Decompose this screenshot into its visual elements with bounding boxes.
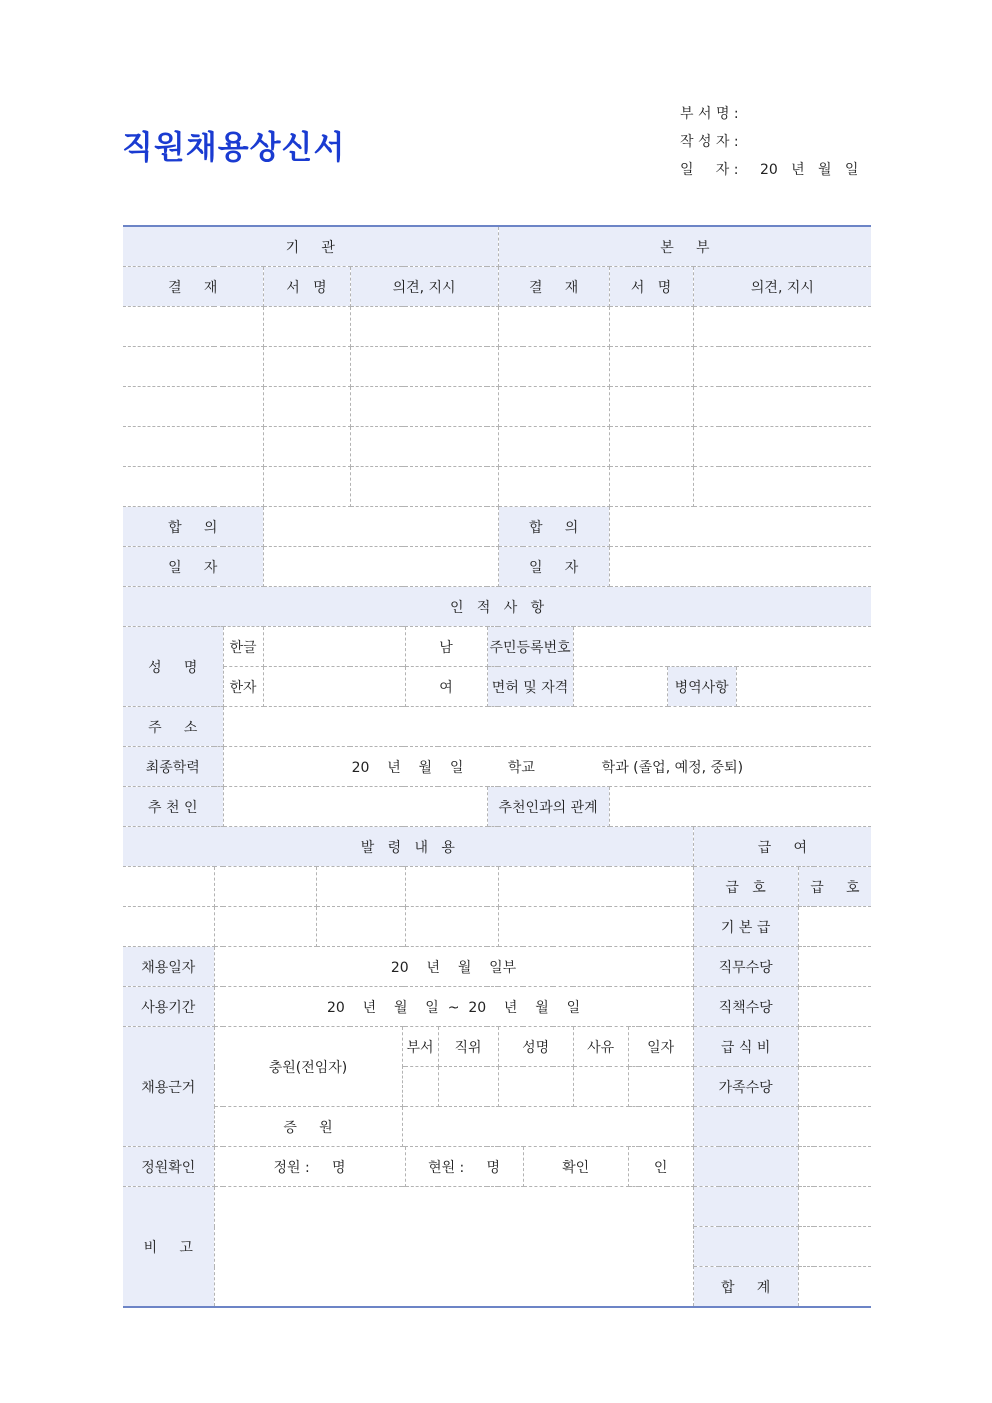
address-label: 주 소	[123, 707, 223, 747]
relation-field[interactable]	[609, 787, 871, 827]
document-meta	[680, 100, 858, 184]
reason-field[interactable]	[573, 1067, 628, 1107]
period-field[interactable]: 20 년 월 일 ~ 20 년 월 일	[214, 987, 693, 1027]
col-name: 성명	[498, 1027, 573, 1067]
cell[interactable]	[350, 347, 498, 387]
salary-blank-label	[693, 1187, 798, 1227]
remarks-field[interactable]	[214, 1187, 693, 1308]
cell[interactable]	[316, 907, 405, 947]
total-field[interactable]	[798, 1267, 871, 1308]
rrn-field[interactable]	[573, 627, 871, 667]
duty-allowance-field[interactable]	[798, 947, 871, 987]
hire-date-field[interactable]: 20 년 월 일부	[214, 947, 693, 987]
salary-blank-label	[693, 1107, 798, 1147]
approval-row	[123, 307, 871, 347]
license-field[interactable]	[573, 667, 667, 707]
cell[interactable]	[263, 307, 350, 347]
hanja-label: 한자	[223, 667, 263, 707]
hq-date-label: 일 자	[498, 547, 609, 587]
date-field[interactable]	[628, 1067, 693, 1107]
personal-section-title: 인 적 사 항	[123, 587, 871, 627]
hq-consult-label: 합 의	[498, 507, 609, 547]
col-dept: 부서	[402, 1027, 438, 1067]
approval-row	[123, 467, 871, 507]
recommender-field[interactable]	[223, 787, 487, 827]
agency-date-label: 일 자	[123, 547, 263, 587]
period-label: 사용기간	[123, 987, 214, 1027]
cell[interactable]	[498, 347, 609, 387]
agency-sign-col: 서 명	[263, 267, 350, 307]
military-field[interactable]	[736, 667, 871, 707]
hq-date-field[interactable]	[609, 547, 871, 587]
cell[interactable]	[609, 427, 693, 467]
cell[interactable]	[350, 467, 498, 507]
dept-field[interactable]	[402, 1067, 438, 1107]
salary-blank-label	[693, 1227, 798, 1267]
total-label: 합 계	[693, 1267, 798, 1308]
position-field[interactable]	[438, 1067, 498, 1107]
name-field[interactable]	[498, 1067, 573, 1107]
agency-consult-label: 합 의	[123, 507, 263, 547]
cell[interactable]	[609, 467, 693, 507]
agency-approve-col: 결 재	[123, 267, 263, 307]
quota-label: 정원확인	[123, 1147, 214, 1187]
cell[interactable]	[498, 867, 693, 907]
salary-blank-field[interactable]	[798, 1107, 871, 1147]
recommender-label: 추 천 인	[123, 787, 223, 827]
cell[interactable]	[498, 467, 609, 507]
education-label: 최종학력	[123, 747, 223, 787]
cell[interactable]	[123, 467, 263, 507]
salary-blank-field[interactable]	[798, 1227, 871, 1267]
cell[interactable]	[498, 307, 609, 347]
cell[interactable]	[609, 387, 693, 427]
date-value: 20 년 월 일	[760, 162, 859, 178]
cell[interactable]	[263, 387, 350, 427]
base-pay-label: 기 본 급	[693, 907, 798, 947]
agency-date-field[interactable]	[263, 547, 498, 587]
base-pay-field[interactable]	[798, 907, 871, 947]
basis-label: 채용근거	[123, 1027, 214, 1147]
cell[interactable]	[609, 347, 693, 387]
meal-allowance-label: 급 식 비	[693, 1027, 798, 1067]
author-row	[680, 128, 858, 156]
agency-consult-field[interactable]	[263, 507, 498, 547]
cell[interactable]	[316, 867, 405, 907]
current-field[interactable]: 현원 : 명	[405, 1147, 523, 1187]
cell[interactable]	[214, 867, 316, 907]
duty-allowance-label: 직무수당	[693, 947, 798, 987]
education-field[interactable]: 20 년 월 일 학교 학과 (졸업, 예정, 중퇴)	[223, 747, 871, 787]
position-allowance-label: 직책수당	[693, 987, 798, 1027]
agency-header: 기 관	[123, 226, 498, 267]
increase-field[interactable]	[402, 1107, 693, 1147]
col-position: 직위	[438, 1027, 498, 1067]
salary-blank-label	[693, 1147, 798, 1187]
grade-header: 급 호	[798, 867, 871, 907]
cell[interactable]	[405, 867, 498, 907]
increase-label: 증 원	[214, 1107, 402, 1147]
salary-blank-field[interactable]	[798, 1187, 871, 1227]
cell[interactable]	[693, 467, 871, 507]
position-allowance-field[interactable]	[798, 987, 871, 1027]
female-option[interactable]: 여	[405, 667, 487, 707]
relation-label: 추천인과의 관계	[487, 787, 609, 827]
approval-row	[123, 427, 871, 467]
cell[interactable]	[123, 427, 263, 467]
cell[interactable]	[263, 467, 350, 507]
author-label: 작 성 자 :	[680, 134, 739, 150]
cell[interactable]	[498, 907, 693, 947]
military-label: 병역사항	[667, 667, 736, 707]
agency-opinion-col: 의견, 지시	[350, 267, 498, 307]
cell[interactable]	[123, 347, 263, 387]
cell[interactable]	[609, 307, 693, 347]
confirm-label: 확인	[523, 1147, 628, 1187]
cell[interactable]	[123, 387, 263, 427]
remarks-label: 비 고	[123, 1187, 214, 1308]
seal-mark: 인	[628, 1147, 693, 1187]
cell[interactable]	[263, 427, 350, 467]
cell[interactable]	[498, 387, 609, 427]
cell[interactable]	[350, 387, 498, 427]
hanja-name-field[interactable]	[263, 667, 405, 707]
replacement-label: 충원(전임자)	[214, 1027, 402, 1107]
salary-section-title: 급 여	[693, 827, 871, 867]
meal-allowance-field[interactable]	[798, 1027, 871, 1067]
date-row	[680, 156, 858, 184]
cell[interactable]	[123, 867, 214, 907]
address-field[interactable]	[223, 707, 871, 747]
hiring-form-table	[123, 225, 871, 1308]
cell[interactable]	[263, 347, 350, 387]
cell[interactable]	[693, 387, 871, 427]
cell[interactable]	[693, 347, 871, 387]
quota-field[interactable]: 정원 : 명	[214, 1147, 405, 1187]
family-allowance-label: 가족수당	[693, 1067, 798, 1107]
cell[interactable]	[498, 427, 609, 467]
cell[interactable]	[693, 307, 871, 347]
hq-approve-col: 결 재	[498, 267, 609, 307]
dept-row	[680, 100, 858, 128]
hq-consult-field[interactable]	[609, 507, 871, 547]
approval-row	[123, 347, 871, 387]
approval-row	[123, 387, 871, 427]
appointment-section-title: 발 령 내 용	[123, 827, 693, 867]
hangul-name-field[interactable]	[263, 627, 405, 667]
cell[interactable]	[123, 907, 214, 947]
cell[interactable]	[350, 307, 498, 347]
cell[interactable]	[405, 907, 498, 947]
hire-date-label: 채용일자	[123, 947, 214, 987]
salary-blank-field[interactable]	[798, 1147, 871, 1187]
hq-opinion-col: 의견, 지시	[693, 267, 871, 307]
grade-label: 급 호	[693, 867, 798, 907]
date-label: 일 자 :	[680, 162, 739, 178]
page-title: 직원채용상신서	[122, 128, 346, 166]
rrn-label: 주민등록번호	[487, 627, 573, 667]
cell[interactable]	[350, 427, 498, 467]
family-allowance-field[interactable]	[798, 1067, 871, 1107]
cell[interactable]	[214, 907, 316, 947]
hq-sign-col: 서 명	[609, 267, 693, 307]
hq-header: 본 부	[498, 226, 871, 267]
cell[interactable]	[693, 427, 871, 467]
dept-label: 부 서 명 :	[680, 106, 739, 122]
col-reason: 사유	[573, 1027, 628, 1067]
license-label: 면허 및 자격	[487, 667, 573, 707]
male-option[interactable]: 남	[405, 627, 487, 667]
cell[interactable]	[123, 307, 263, 347]
col-date: 일자	[628, 1027, 693, 1067]
name-label: 성 명	[123, 627, 223, 707]
hangul-label: 한글	[223, 627, 263, 667]
